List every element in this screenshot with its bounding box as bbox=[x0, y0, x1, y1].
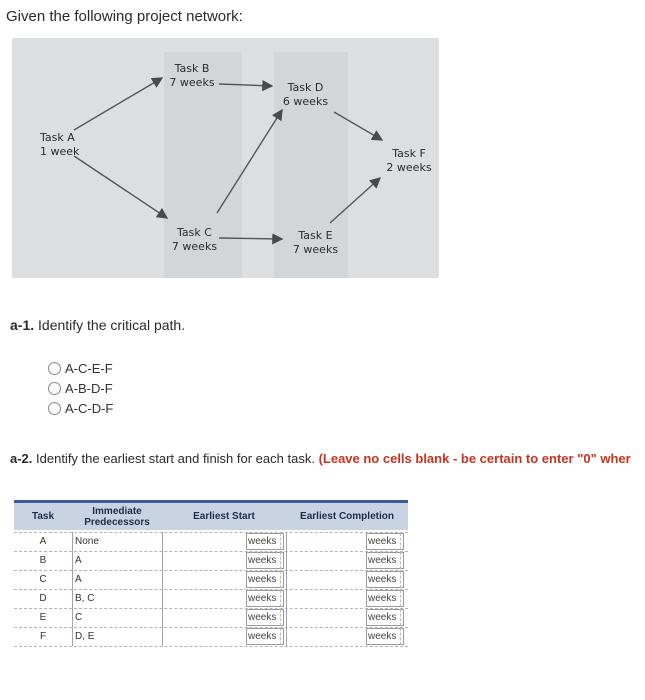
header-task: Task bbox=[31, 511, 55, 522]
row-divider bbox=[14, 532, 408, 533]
input-stepper[interactable] bbox=[280, 533, 285, 550]
arrow-c-e bbox=[219, 238, 282, 239]
cell-task: E bbox=[39, 612, 47, 623]
input-stepper[interactable] bbox=[400, 571, 405, 588]
cell-predecessors: A bbox=[75, 574, 82, 585]
row-divider bbox=[14, 646, 408, 647]
cell-task: C bbox=[39, 574, 47, 585]
question-a2 bbox=[10, 451, 631, 466]
cell-predecessors: B, C bbox=[75, 593, 95, 604]
column-divider bbox=[72, 532, 73, 646]
question-a1-label: a-1. bbox=[10, 317, 35, 333]
arrow-a-b bbox=[74, 78, 162, 130]
unit-label: weeks bbox=[368, 612, 397, 623]
question-a2-note: (Leave no cells blank - be certain to enter "0" wher bbox=[318, 451, 631, 466]
table-header bbox=[14, 500, 408, 530]
cell-predecessors: A bbox=[75, 555, 82, 566]
input-stepper[interactable] bbox=[280, 609, 285, 626]
column-divider bbox=[162, 532, 163, 646]
option-radio-a-c-d-f[interactable] bbox=[48, 398, 113, 418]
input-stepper[interactable] bbox=[400, 609, 405, 626]
task-node-d: Task D 6 weeks bbox=[282, 81, 329, 108]
unit-label: weeks bbox=[248, 574, 277, 585]
radio-circle-icon[interactable] bbox=[48, 382, 61, 395]
task-node-a: Task A 1 week bbox=[40, 131, 80, 158]
option-label: A-B-D-F bbox=[65, 380, 113, 396]
question-a2-text: Identify the earliest start and finish for each task. bbox=[32, 451, 319, 466]
radio-circle-icon[interactable] bbox=[48, 402, 61, 415]
input-stepper[interactable] bbox=[400, 533, 405, 550]
table-row bbox=[14, 589, 408, 608]
schedule-table bbox=[14, 500, 408, 650]
cell-task: D bbox=[39, 593, 47, 604]
question-a1-text: Identify the critical path. bbox=[34, 317, 186, 333]
task-node-b: Task B 7 weeks bbox=[169, 62, 215, 89]
question-a1 bbox=[10, 317, 185, 333]
unit-label: weeks bbox=[368, 536, 397, 547]
radio-circle-icon[interactable] bbox=[48, 362, 61, 375]
unit-label: weeks bbox=[248, 593, 277, 604]
cell-predecessors: None bbox=[75, 536, 99, 547]
project-network-diagram bbox=[12, 38, 439, 278]
input-stepper[interactable] bbox=[280, 571, 285, 588]
unit-label: weeks bbox=[368, 631, 397, 642]
header-earliest-start: Earliest Start bbox=[193, 511, 255, 522]
unit-label: weeks bbox=[248, 631, 277, 642]
question-a2-label: a-2. bbox=[10, 451, 33, 466]
task-node-f: Task F 2 weeks bbox=[386, 147, 432, 174]
critical-path-options bbox=[48, 358, 113, 418]
option-radio-a-b-d-f[interactable] bbox=[48, 378, 113, 398]
arrow-a-c bbox=[74, 156, 167, 218]
unit-label: weeks bbox=[368, 574, 397, 585]
cell-task: A bbox=[39, 536, 47, 547]
option-label: A-C-D-F bbox=[65, 400, 114, 416]
input-stepper[interactable] bbox=[400, 552, 405, 569]
unit-label: weeks bbox=[368, 555, 397, 566]
option-label: A-C-E-F bbox=[65, 360, 113, 376]
unit-label: weeks bbox=[248, 612, 277, 623]
input-stepper[interactable] bbox=[400, 628, 405, 645]
input-stepper[interactable] bbox=[280, 628, 285, 645]
header-earliest-completion: Earliest Completion bbox=[300, 511, 394, 522]
input-stepper[interactable] bbox=[280, 590, 285, 607]
unit-label: weeks bbox=[248, 536, 277, 547]
cell-predecessors: D, E bbox=[75, 631, 95, 642]
unit-label: weeks bbox=[248, 555, 277, 566]
input-stepper[interactable] bbox=[280, 552, 285, 569]
task-node-c: Task C 7 weeks bbox=[171, 226, 218, 253]
column-divider bbox=[286, 532, 287, 646]
header-predecessors: Immediate Predecessors bbox=[84, 505, 150, 528]
task-node-e: Task E 7 weeks bbox=[292, 229, 339, 256]
table-row bbox=[14, 627, 408, 646]
table-row bbox=[14, 570, 408, 589]
unit-label: weeks bbox=[368, 593, 397, 604]
option-radio-a-c-e-f[interactable] bbox=[48, 358, 113, 378]
cell-task: B bbox=[39, 555, 47, 566]
table-row bbox=[14, 532, 408, 551]
page-heading: Given the following project network: bbox=[6, 8, 243, 25]
table-row bbox=[14, 608, 408, 627]
input-stepper[interactable] bbox=[400, 590, 405, 607]
table-row bbox=[14, 551, 408, 570]
cell-predecessors: C bbox=[75, 612, 83, 623]
cell-task: F bbox=[39, 631, 47, 642]
